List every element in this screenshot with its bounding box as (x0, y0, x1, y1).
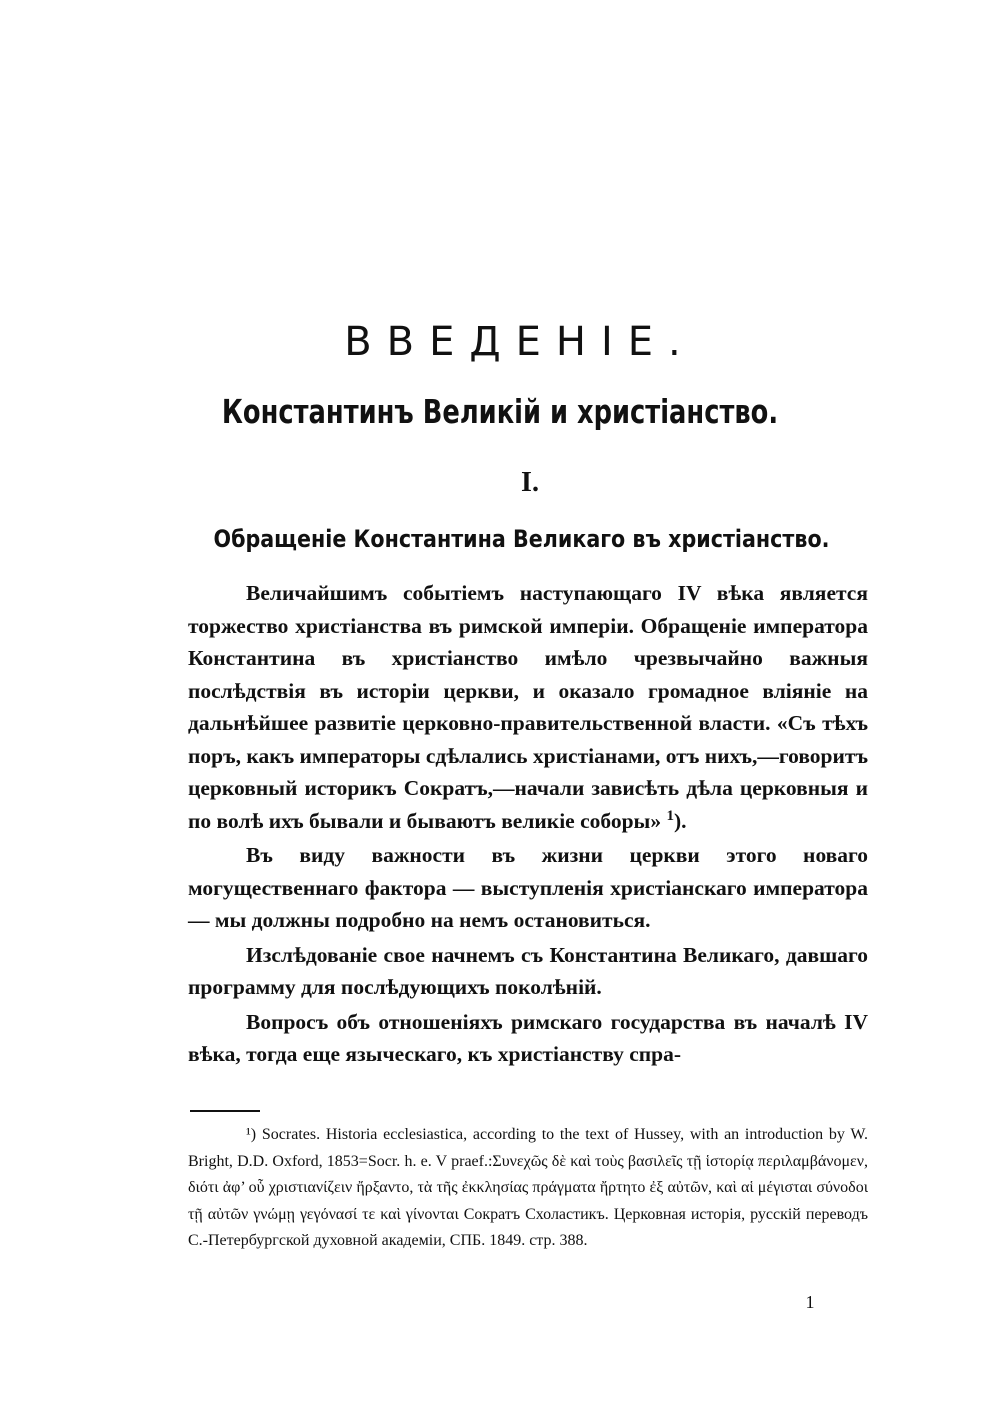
section-title: Обращеніе Константина Великаго въ христіанство. (213, 525, 830, 553)
footnote-divider (190, 1110, 260, 1112)
paragraph: Изслѣдованіе свое начнемъ съ Константина Великаго, давшаго программу для послѣдующихъ поколѣній. (188, 942, 868, 999)
paragraph: Въ виду важности въ жизни церкви этого новаго могущественнаго фактора — выступленія христіанскаго императора— мы должны подробно на немъ остановиться. (188, 843, 868, 932)
footnote-reference: 1 (666, 807, 674, 824)
body-text (188, 577, 868, 1071)
footnote-text: Socrates. Historia ecclesiastica, according to the text of Hussey, with an introduction by W. Bright, D.D. Oxford, 1853=Socr. h. e. V praef.:Συνεχῶς δὲ καὶ τοὺς βασιλεῖς τῇ ἱστορίᾳ περιλαμβάνομεν, διότι ἀφ’ οὗ χριστιανίζειν ἤρξαντο, τὰ τῆς ἐκκλησίας πράγματα ἤρτητο ἐξ αὐτῶν, καὶ αἱ μέγισται σύνοδοι τῇ αὐτῶν γνώμῃ γεγόνασί τε καὶ γίνονται Сократъ Схоластикъ. Церковная исторія, русскій переводъ С.-Петербургской духовной академіи, СПБ. 1849. стр. 388. (188, 1126, 868, 1249)
chapter-subtitle: Константинъ Великій и христіанство. (221, 392, 779, 431)
paragraph-text: Величайшимъ событіемъ наступающаго IV вѣка является торжество христіанства въ римской имперіи. Обращеніе императора Константина въ христіанство имѣло чрезвычайно важныя послѣдствія въ исторіи церкви, и оказало громадное вліяніе на дальнѣйшее развитіе церковно-правительственной власти. «Съ тѣхъ поръ, какъ императоры сдѣлались христіанами, отъ нихъ,—говоритъ церковный историкъ Сократъ,—начали зависѣть дѣла церковныя и по волѣ ихъ бывали и бываютъ великіе соборы» (188, 581, 868, 833)
page-title: ВВЕДЕНІЕ. (344, 319, 696, 365)
paragraph-closing: ). (674, 808, 687, 833)
footnote-marker: ¹) (246, 1126, 257, 1143)
page-number: 1 (805, 1292, 815, 1312)
paragraph (188, 577, 868, 837)
section-number: I. (521, 467, 539, 498)
footnotes (188, 1122, 868, 1255)
footnote (188, 1122, 868, 1255)
paragraph: Вопросъ объ отношеніяхъ римскаго государства въ началѣ IV вѣка, тогда еще языческаго, къ христіанству спра- (188, 1009, 868, 1066)
